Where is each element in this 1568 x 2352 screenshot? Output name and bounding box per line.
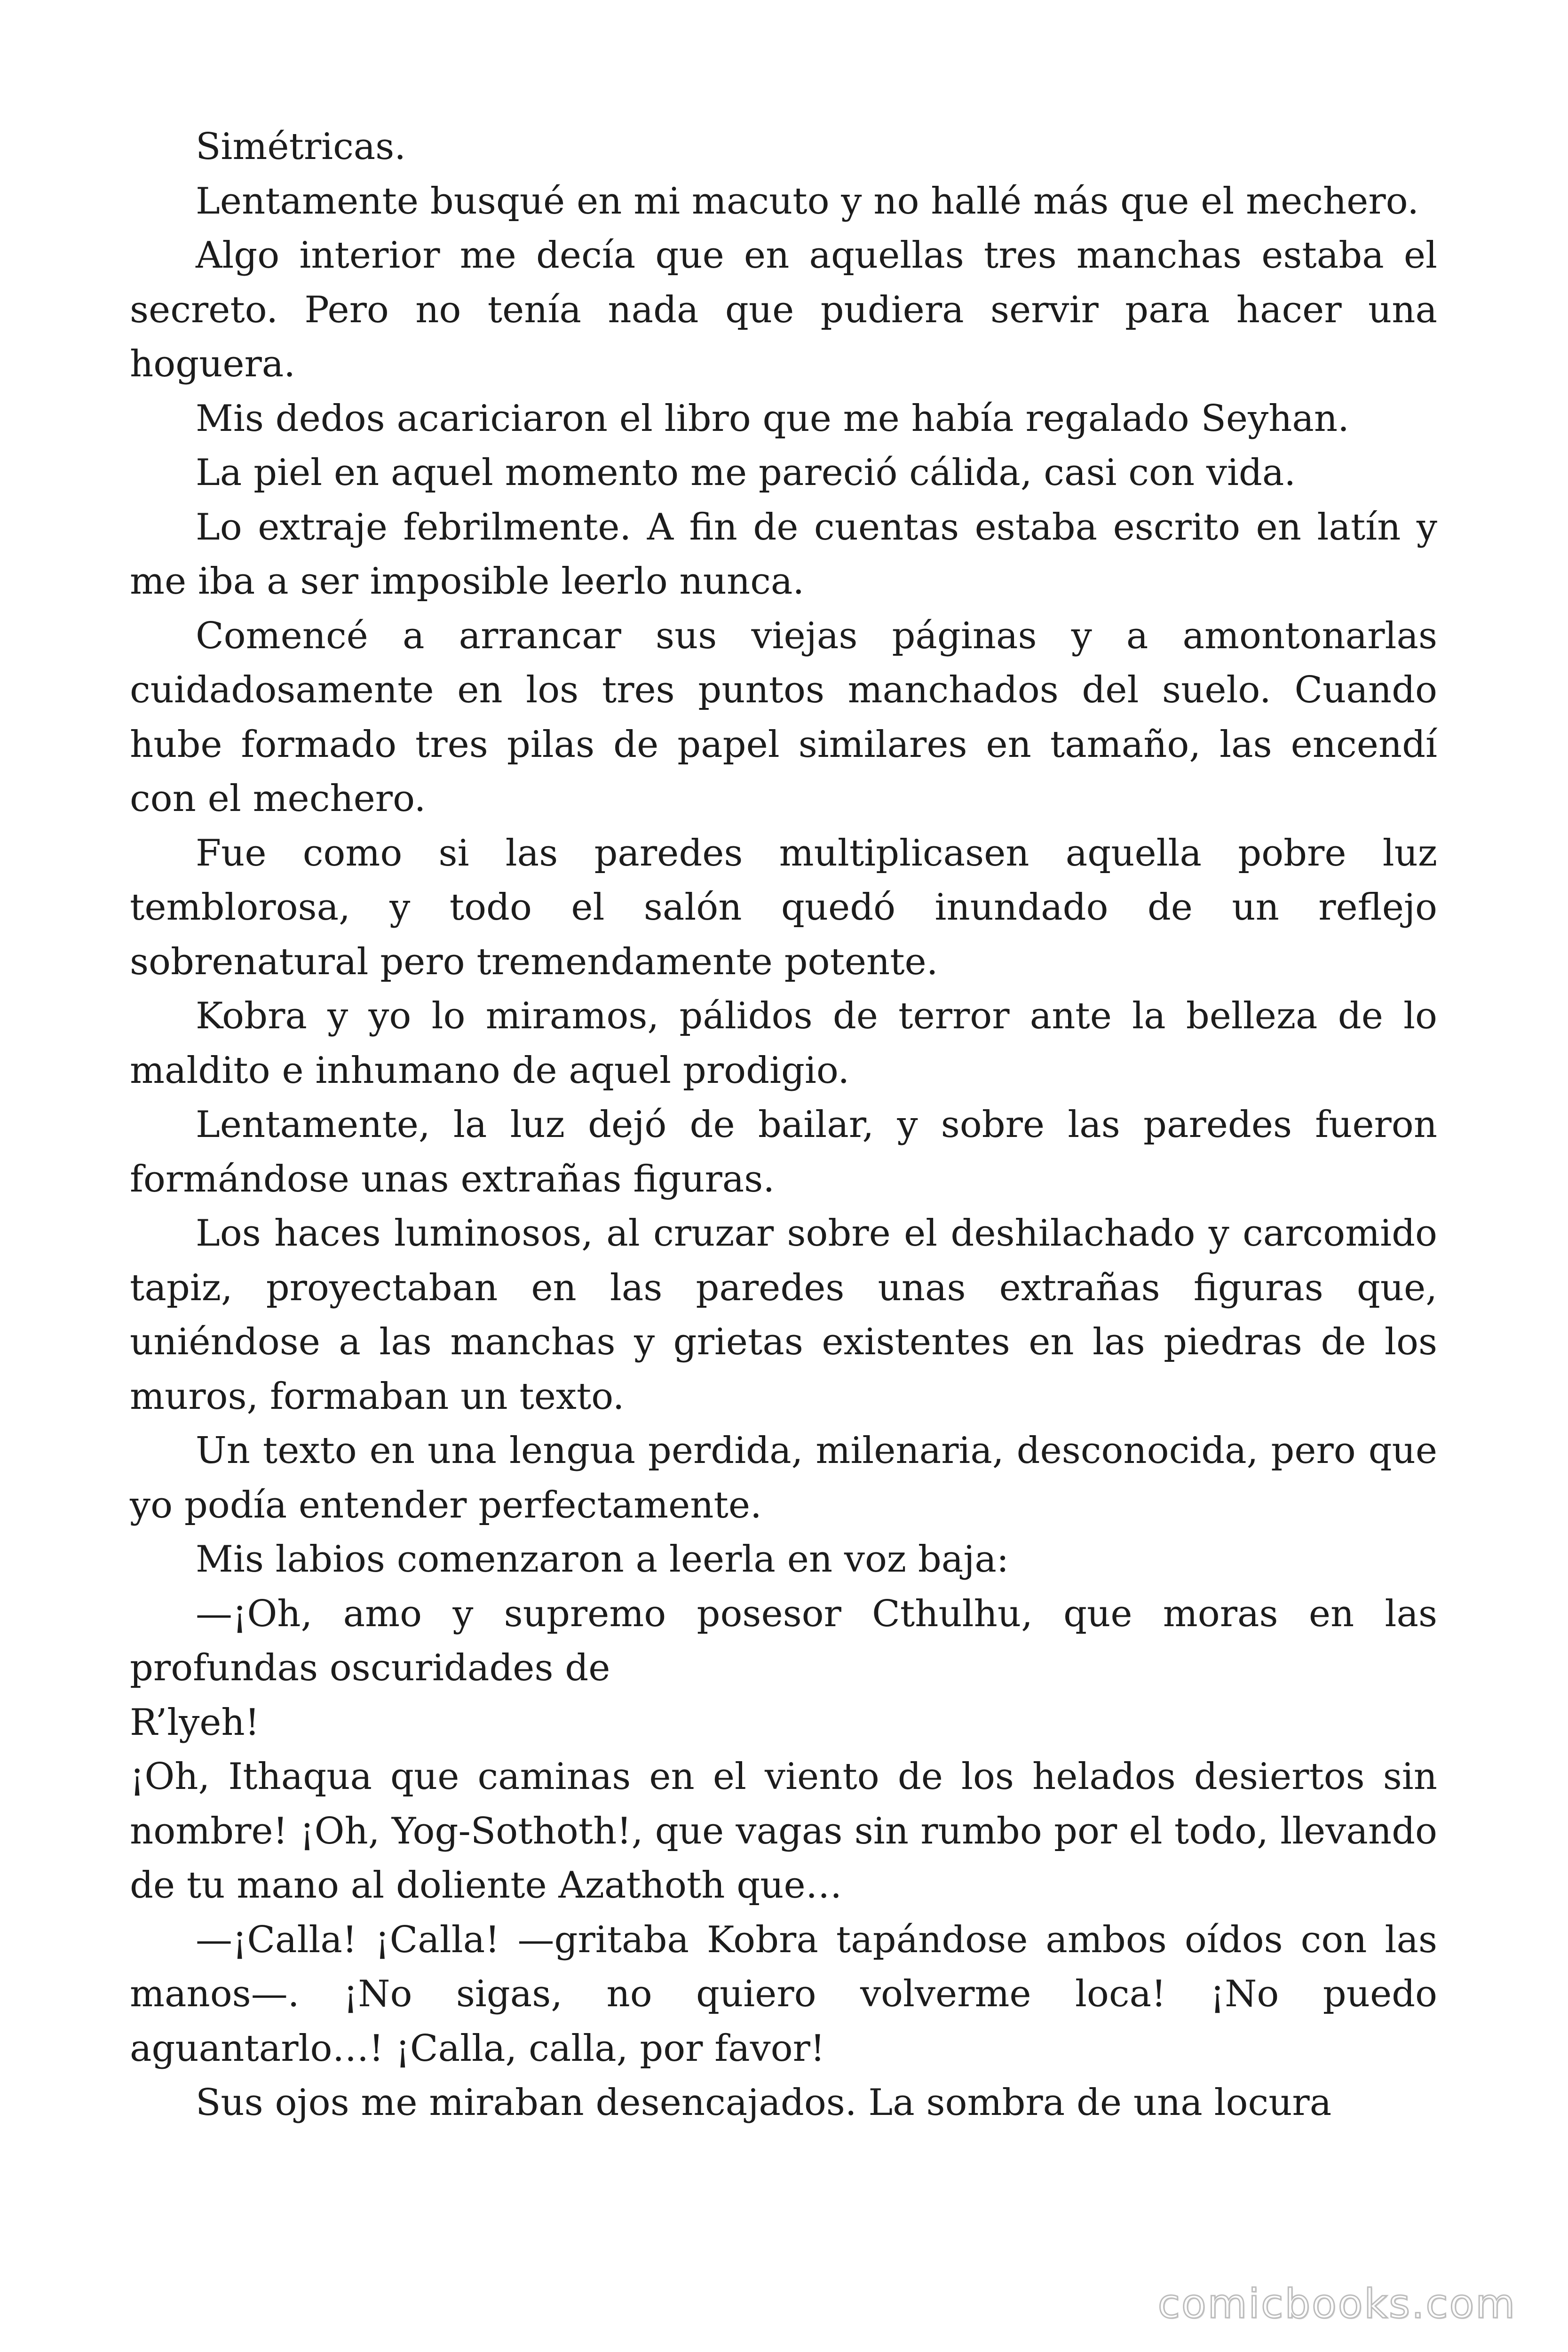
watermark-logo: comicbooks.com <box>1157 2280 1516 2328</box>
paragraph-5: La piel en aquel momento me pareció cálida, casi con vida. <box>196 452 1296 494</box>
paragraph-6: Lo extraje febrilmente. A fin de cuentas estaba escrito en latín y me iba a ser imposible leerlo nunca. <box>130 506 1437 603</box>
paragraph-1: Simétricas. <box>196 126 406 168</box>
paragraph-3: Algo interior me decía que en aquellas tres manchas estaba el secreto. Pero no tenía nada que pudiera servir para hacer una hoguera. <box>130 234 1437 385</box>
paragraph-14: —¡Oh, amo y supremo posesor Cthulhu, que moras en las profundas oscuridades de <box>130 1592 1437 1689</box>
paragraph-11: Los haces luminosos, al cruzar sobre el deshilachado y carcomido tapiz, proyectaban en las paredes unas extrañas figuras que, uniéndose a las manchas y grietas existentes en las piedras de los muros, formaban un texto. <box>130 1212 1437 1418</box>
page-body-text <box>130 120 1437 2130</box>
paragraph-18: Sus ojos me miraban desencajados. La sombra de una locura <box>196 2082 1332 2124</box>
paragraph-16: ¡Oh, Ithaqua que caminas en el viento de los helados desiertos sin nombre! ¡Oh, Yog-Sothoth!, que vagas sin rumbo por el todo, llevando de tu mano al doliente Azathoth que… <box>130 1756 1437 1907</box>
paragraph-8: Fue como si las paredes multiplicasen aquella pobre luz temblorosa, y todo el salón quedó inundado de un reflejo sobrenatural pero tremendamente potente. <box>130 832 1437 983</box>
paragraph-2: Lentamente busqué en mi macuto y no hallé más que el mechero. <box>196 180 1419 222</box>
paragraph-13: Mis labios comenzaron a leerla en voz baja: <box>196 1538 1009 1581</box>
paragraph-15: R’lyeh! <box>130 1701 260 1744</box>
paragraph-12: Un texto en una lengua perdida, milenaria, desconocida, pero que yo podía entender perfectamente. <box>130 1430 1437 1526</box>
paragraph-10: Lentamente, la luz dejó de bailar, y sobre las paredes fueron formándose unas extrañas figuras. <box>130 1104 1437 1200</box>
paragraph-9: Kobra y yo lo miramos, pálidos de terror ante la belleza de lo maldito e inhumano de aquel prodigio. <box>130 995 1437 1092</box>
paragraph-17: —¡Calla! ¡Calla! —gritaba Kobra tapándose ambos oídos con las manos—. ¡No sigas, no quiero volverme loca! ¡No puedo aguantarlo…! ¡Calla, calla, por favor! <box>130 1918 1437 2070</box>
paragraph-4: Mis dedos acariciaron el libro que me había regalado Seyhan. <box>196 397 1349 440</box>
paragraph-7: Comencé a arrancar sus viejas páginas y a amontonarlas cuidadosamente en los tres puntos manchados del suelo. Cuando hube formado tres pilas de papel similares en tamaño, las encendí con el mechero. <box>130 614 1437 820</box>
